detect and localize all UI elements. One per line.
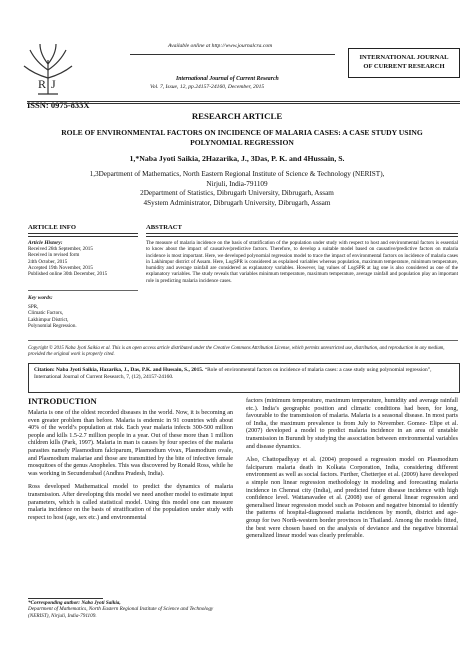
header-rule	[27, 101, 460, 102]
paragraph: Ross developed Mathematical model to predict the dynamics of malaria transmission. After developing this model we need another model to estimate input parameters, which is called statistical model. Using this model one can measure malaria incidence on the basis of stratification of the population under study with respect to host (age, sex etc.) and environmental	[28, 484, 233, 521]
svg-text:R: R	[38, 77, 47, 91]
history-heading: Article History:	[28, 240, 63, 246]
info-rule-thin	[28, 236, 138, 237]
left-column	[28, 410, 233, 528]
citation-text: “Role of environmental factors on incidence of malaria cases: a case study using polynomial regression”, International Journal of Current Research, 7, (12), 24157-24160.	[34, 367, 432, 380]
keywords-divider	[28, 290, 138, 291]
history-item: Received 26th September, 2015	[28, 246, 93, 253]
introduction-heading: INTRODUCTION	[28, 396, 97, 406]
affiliation-line: 2Department of Statistics, Dibrugarh University, Dibrugarh, Assam	[140, 189, 334, 197]
paragraph: Also, Chattopadhyay et al. (2004) proposed a regression model on Plasmodium falciparum malaria death in Kolkata Corporation, India, considering different environment as well as social factors. Further, Chetterjee et al. (2009) have developed a simple non linear regression methodology in modeling and forecasting malaria incidence in Chennai city (India), and predicted future disease incidence with high confidence level. Wattanavadee et al. (2008) use of general linear regression and generalised linear regression model such as Poisson and negative binomial to identify the patterns of hospital-diagnosed malaria incidences by month, district and age-group for two North-western border provinces in Thailand. Among the models fitted, the best were chosen based on the analysis of deviance and the negative binomial generalized linear model was clearly preferable.	[246, 457, 458, 540]
journal-name: International Journal of Current Research	[176, 76, 279, 82]
volume-line: Vol. 7, Issue, 12, pp.24157-24160, December, 2015	[150, 84, 265, 90]
copyright-notice: Copyright © 2015 Naba Jyoti Saikia et al. This is an open access article distributed under the Creative Commons Attribution License, which permits unrestricted use, distribution, and reproduction in any medium, provided the original work is properly cited.	[28, 346, 445, 357]
keyword: SPR,	[28, 304, 39, 311]
keyword: Lakhimpur District,	[28, 316, 69, 323]
header-divider	[130, 54, 335, 55]
footnote-body: Department of Mathematics, North Eastern Regional Institute of Science and Technology (NERIST), Nirjuli, India-791109.	[28, 606, 214, 619]
available-online: Available online at http://www.journalcra.com	[168, 43, 273, 49]
article-info-heading: ARTICLE INFO	[28, 224, 76, 231]
info-rule	[28, 233, 138, 234]
history-item: 24th October, 2015	[28, 258, 68, 265]
keywords-heading: Key words:	[28, 295, 53, 301]
info-bottom-rule	[28, 340, 458, 341]
affiliation-line: 4System Administrator, Dibrugarh University, Dibrugarh, Assam	[143, 198, 331, 207]
affiliation-line: 1,3Department of Mathematics, North Eastern Regional Institute of Science & Technology (NERIST),	[89, 170, 385, 178]
history-item: Accepted 19th November, 2015	[28, 264, 93, 271]
journal-badge	[348, 48, 460, 78]
article-type: RESEARCH ARTICLE	[191, 111, 283, 121]
abstract-heading: ABSTRACT	[146, 224, 182, 231]
history-item: Received in revised form	[28, 252, 80, 259]
issn: ISSN: 0975-833X	[27, 100, 90, 110]
keyword: Polynomial Regression.	[28, 322, 77, 329]
abstract-rule	[146, 233, 458, 234]
affiliation-line: Nirjuli, India-791109	[206, 179, 268, 188]
affiliations	[20, 170, 454, 208]
footnote	[28, 600, 233, 619]
authors: 1,*Naba Jyoti Saikia, 2Hazarika, J., 3Das, P. K. and 4Hussain, S.	[129, 154, 345, 163]
paragraph: Malaria is one of the oldest recorded diseases in the world. Now, it is becoming an even greater problem than before. Malaria is endemic in 91 countries with about 40% of the world’s population at risk. Each year malaria infects 300-500 million people and kills 1.5-2.7 million people in a year. Out of these more than 1 million children kills (Park, 1997). Malaria in man is causes by four species of the malaria parasites namely Plasmodium falciparum, Plasmodium vivax, Plasmodium ovale, and Plasmodium malariae and those are transmitted by the bite of infective female mosquitoes of the genus Anopheles. This was discovered by Ronald Ross, while he was working in Secunderabad (Andhra Pradesh, India).	[28, 410, 233, 477]
footnote-heading: *Corresponding author: Naba Jyoti Saikia,	[28, 600, 121, 606]
footnote-rule	[28, 598, 103, 599]
header-rule-thin	[27, 103, 460, 104]
citation-label: Citation: Naba Jyoti Saikia, Hazarika, J., Das, P.K. and Hussain, S., 2015.	[34, 367, 204, 373]
journal-logo	[18, 40, 78, 100]
right-column	[246, 398, 458, 547]
paragraph: factors (minimum temperature, maximum temperature, humidity and average rainfall etc.). India’s geographic position and climatic conditions had been, for long, favourable to the transmission of malaria. Malaria is a seasonal disease. In most parts of India, the maximum prevalence is from July to November. Gomez- Elipe et al. (2007) developed a model to predict malaria incidence in an area of unstable transmission in Burundi by studying the association between environmental variables and disease dynamics.	[246, 398, 458, 450]
badge-line1: INTERNATIONAL JOURNAL	[359, 54, 449, 61]
history-item: Published online 30th December, 2015	[28, 271, 108, 278]
keyword: Climatic Factors,	[28, 310, 64, 317]
abstract-rule-thin	[146, 236, 458, 237]
keywords	[28, 295, 138, 329]
abstract-text: The measure of malaria incidence on the basis of stratification of the population under study with respect to host and environmental factors is essential to know about the impact of causative/predictive factors. Therefore, to develop a suitable model based on causative/predictive factors on malaria incidence is most important. Here, we developed polynomial regression model to trace the impact of environmental factors on incidence of malaria cases in Lakhimpur district of Assam. Here, LogSPR is considered as explained variables whereas population, maximum temperature, minimum temperature, humidity and average rainfall are considered as explanatory variables. However, lag values of LogSPR at lag one is also considered as one of the explanatory variables. The study reveals that variables minimum temperature, maximum temperature, average rainfall and population play an important role in predicting malaria incidence cases.	[146, 240, 458, 284]
paper-title: ROLE OF ENVIRONMENTAL FACTORS ON INCIDENCE OF MALARIA CASES: A CASE STUDY USING POLYNOMIAL REGRESSION	[61, 128, 423, 147]
article-history	[28, 240, 138, 277]
svg-text:J: J	[51, 77, 56, 91]
badge-line2: OF CURRENT RESEARCH	[363, 62, 445, 70]
citation-box	[28, 363, 460, 393]
